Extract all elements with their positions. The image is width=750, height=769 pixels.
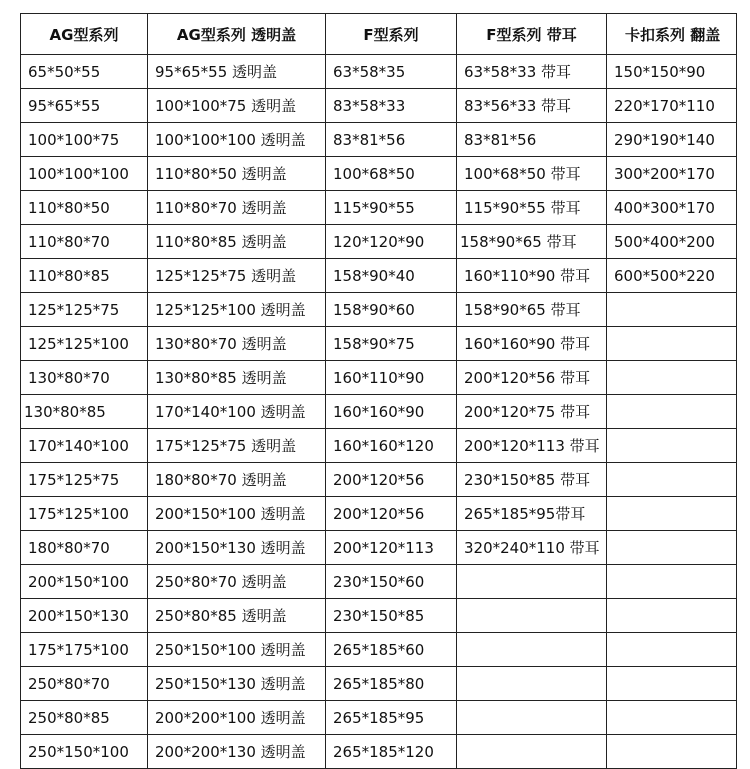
table-row — [21, 599, 737, 633]
table-row — [21, 225, 737, 259]
cell-ag-series: 100*100*100 — [21, 157, 148, 191]
cell-ag-series: 175*125*75 — [21, 463, 148, 497]
header-f-series-ear: F型系列 带耳 — [457, 14, 607, 55]
cell-f-series: 200*120*113 — [326, 531, 457, 565]
cell-ag-series: 250*80*85 — [21, 701, 148, 735]
header-ag-transparent-lid: AG型系列 透明盖 — [148, 14, 326, 55]
table-row — [21, 157, 737, 191]
table-row — [21, 55, 737, 89]
table-row — [21, 497, 737, 531]
cell-f-series-ear: 158*90*65 带耳 — [457, 225, 607, 259]
cell-ag-transparent-lid: 200*200*100 透明盖 — [148, 701, 326, 735]
cell-ag-transparent-lid: 130*80*70 透明盖 — [148, 327, 326, 361]
cell-ag-series: 170*140*100 — [21, 429, 148, 463]
cell-ag-series: 200*150*130 — [21, 599, 148, 633]
table-row — [21, 667, 737, 701]
table-row — [21, 395, 737, 429]
cell-ag-transparent-lid: 130*80*85 透明盖 — [148, 361, 326, 395]
cell-f-series: 160*110*90 — [326, 361, 457, 395]
table-row — [21, 89, 737, 123]
table-row — [21, 361, 737, 395]
cell-ag-series: 250*150*100 — [21, 735, 148, 769]
cell-f-series: 160*160*90 — [326, 395, 457, 429]
cell-f-series-ear: 160*160*90 带耳 — [457, 327, 607, 361]
cell-ag-transparent-lid: 250*80*85 透明盖 — [148, 599, 326, 633]
cell-f-series-ear: 100*68*50 带耳 — [457, 157, 607, 191]
cell-clip-flip-lid: 290*190*140 — [607, 123, 737, 157]
cell-clip-flip-lid — [607, 701, 737, 735]
cell-f-series-ear: 83*81*56 — [457, 123, 607, 157]
cell-clip-flip-lid — [607, 599, 737, 633]
cell-f-series: 160*160*120 — [326, 429, 457, 463]
cell-f-series: 230*150*60 — [326, 565, 457, 599]
cell-ag-series: 125*125*100 — [21, 327, 148, 361]
cell-clip-flip-lid — [607, 463, 737, 497]
table-row — [21, 633, 737, 667]
cell-ag-transparent-lid: 200*150*100 透明盖 — [148, 497, 326, 531]
cell-f-series: 100*68*50 — [326, 157, 457, 191]
cell-f-series-ear: 160*110*90 带耳 — [457, 259, 607, 293]
table-row — [21, 735, 737, 769]
cell-ag-series: 110*80*85 — [21, 259, 148, 293]
cell-ag-series: 95*65*55 — [21, 89, 148, 123]
cell-f-series: 115*90*55 — [326, 191, 457, 225]
cell-f-series: 158*90*75 — [326, 327, 457, 361]
cell-ag-transparent-lid: 250*150*100 透明盖 — [148, 633, 326, 667]
cell-ag-series: 200*150*100 — [21, 565, 148, 599]
cell-ag-series: 110*80*70 — [21, 225, 148, 259]
cell-clip-flip-lid — [607, 735, 737, 769]
table-row — [21, 531, 737, 565]
cell-ag-series: 250*80*70 — [21, 667, 148, 701]
cell-ag-series: 125*125*75 — [21, 293, 148, 327]
table-row — [21, 293, 737, 327]
cell-ag-series: 175*125*100 — [21, 497, 148, 531]
box-size-spec-table — [20, 13, 737, 769]
cell-ag-transparent-lid: 200*150*130 透明盖 — [148, 531, 326, 565]
cell-f-series-ear: 320*240*110 带耳 — [457, 531, 607, 565]
cell-f-series: 200*120*56 — [326, 497, 457, 531]
cell-ag-transparent-lid: 95*65*55 透明盖 — [148, 55, 326, 89]
table-row — [21, 123, 737, 157]
cell-f-series-ear: 265*185*95带耳 — [457, 497, 607, 531]
cell-f-series: 120*120*90 — [326, 225, 457, 259]
cell-f-series: 158*90*60 — [326, 293, 457, 327]
cell-ag-transparent-lid: 110*80*70 透明盖 — [148, 191, 326, 225]
cell-f-series-ear: 200*120*75 带耳 — [457, 395, 607, 429]
cell-f-series: 230*150*85 — [326, 599, 457, 633]
cell-clip-flip-lid: 500*400*200 — [607, 225, 737, 259]
cell-f-series-ear: 200*120*56 带耳 — [457, 361, 607, 395]
cell-clip-flip-lid — [607, 565, 737, 599]
cell-ag-transparent-lid: 180*80*70 透明盖 — [148, 463, 326, 497]
cell-ag-series: 65*50*55 — [21, 55, 148, 89]
cell-clip-flip-lid — [607, 667, 737, 701]
cell-clip-flip-lid: 300*200*170 — [607, 157, 737, 191]
cell-f-series-ear — [457, 633, 607, 667]
table-header — [21, 14, 737, 55]
cell-f-series-ear: 230*150*85 带耳 — [457, 463, 607, 497]
cell-clip-flip-lid: 220*170*110 — [607, 89, 737, 123]
spec-table-container — [20, 13, 737, 769]
cell-clip-flip-lid — [607, 395, 737, 429]
cell-clip-flip-lid: 400*300*170 — [607, 191, 737, 225]
table-row — [21, 191, 737, 225]
cell-ag-transparent-lid: 110*80*85 透明盖 — [148, 225, 326, 259]
cell-ag-transparent-lid: 100*100*75 透明盖 — [148, 89, 326, 123]
cell-f-series-ear — [457, 735, 607, 769]
cell-ag-transparent-lid: 200*200*130 透明盖 — [148, 735, 326, 769]
table-row — [21, 327, 737, 361]
cell-clip-flip-lid — [607, 497, 737, 531]
table-row — [21, 429, 737, 463]
cell-ag-series: 180*80*70 — [21, 531, 148, 565]
cell-f-series-ear: 83*56*33 带耳 — [457, 89, 607, 123]
cell-f-series-ear — [457, 667, 607, 701]
cell-f-series: 265*185*95 — [326, 701, 457, 735]
cell-ag-series: 100*100*75 — [21, 123, 148, 157]
table-row — [21, 259, 737, 293]
cell-ag-transparent-lid: 110*80*50 透明盖 — [148, 157, 326, 191]
cell-f-series: 63*58*35 — [326, 55, 457, 89]
cell-ag-transparent-lid: 100*100*100 透明盖 — [148, 123, 326, 157]
cell-clip-flip-lid — [607, 633, 737, 667]
cell-clip-flip-lid — [607, 429, 737, 463]
cell-clip-flip-lid — [607, 327, 737, 361]
header-ag-series: AG型系列 — [21, 14, 148, 55]
cell-clip-flip-lid — [607, 531, 737, 565]
cell-clip-flip-lid — [607, 293, 737, 327]
table-row — [21, 701, 737, 735]
cell-ag-series: 110*80*50 — [21, 191, 148, 225]
cell-f-series: 265*185*60 — [326, 633, 457, 667]
cell-clip-flip-lid: 600*500*220 — [607, 259, 737, 293]
cell-f-series: 200*120*56 — [326, 463, 457, 497]
cell-f-series: 158*90*40 — [326, 259, 457, 293]
header-row — [21, 14, 737, 55]
cell-ag-series: 175*175*100 — [21, 633, 148, 667]
cell-ag-transparent-lid: 125*125*100 透明盖 — [148, 293, 326, 327]
cell-ag-transparent-lid: 170*140*100 透明盖 — [148, 395, 326, 429]
cell-f-series-ear: 63*58*33 带耳 — [457, 55, 607, 89]
cell-f-series-ear: 200*120*113 带耳 — [457, 429, 607, 463]
cell-f-series: 83*58*33 — [326, 89, 457, 123]
cell-f-series-ear — [457, 701, 607, 735]
cell-clip-flip-lid — [607, 361, 737, 395]
table-row — [21, 463, 737, 497]
cell-f-series: 83*81*56 — [326, 123, 457, 157]
cell-ag-series: 130*80*85 — [21, 395, 148, 429]
cell-f-series: 265*185*80 — [326, 667, 457, 701]
cell-f-series-ear: 115*90*55 带耳 — [457, 191, 607, 225]
cell-ag-series: 130*80*70 — [21, 361, 148, 395]
cell-ag-transparent-lid: 250*150*130 透明盖 — [148, 667, 326, 701]
header-f-series: F型系列 — [326, 14, 457, 55]
cell-f-series: 265*185*120 — [326, 735, 457, 769]
cell-f-series-ear — [457, 565, 607, 599]
cell-ag-transparent-lid: 125*125*75 透明盖 — [148, 259, 326, 293]
cell-f-series-ear: 158*90*65 带耳 — [457, 293, 607, 327]
cell-ag-transparent-lid: 250*80*70 透明盖 — [148, 565, 326, 599]
table-body — [21, 55, 737, 769]
header-clip-flip-lid: 卡扣系列 翻盖 — [607, 14, 737, 55]
table-row — [21, 565, 737, 599]
cell-ag-transparent-lid: 175*125*75 透明盖 — [148, 429, 326, 463]
cell-f-series-ear — [457, 599, 607, 633]
cell-clip-flip-lid: 150*150*90 — [607, 55, 737, 89]
